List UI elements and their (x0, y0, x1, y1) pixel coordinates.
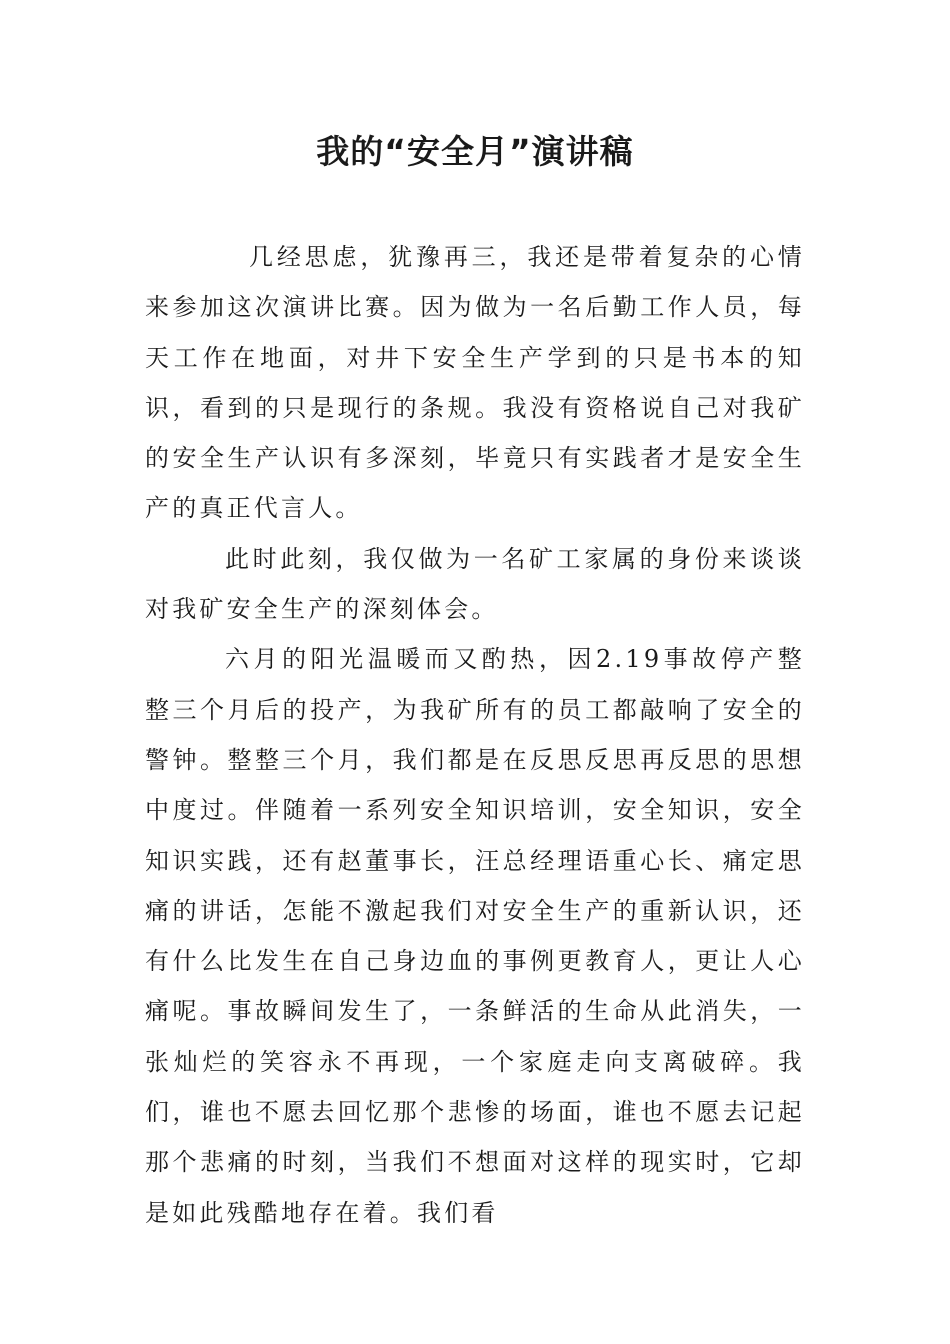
paragraph-1: 几经思虑，犹豫再三，我还是带着复杂的心情来参加这次演讲比赛。因为做为一名后勤工作人员，每天工作在地面，对井下安全生产学到的只是书本的知识，看到的只是现行的条规。我没有资格说自己对我矿的安全生产认识有多深刻，毕竟只有实践者才是安全生产的真正代言人。 (145, 243, 805, 523)
document-body (145, 232, 805, 1238)
paragraph-3: 六月的阳光温暖而又酌热，因2.19事故停产整整三个月后的投产，为我矿所有的员工都敲响了安全的警钟。整整三个月，我们都是在反思反思再反思的思想中度过。伴随着一系列安全知识培训，安全知识，安全知识实践，还有赵董事长，汪总经理语重心长、痛定思痛的讲话，怎能不激起我们对安全生产的重新认识，还有什么比发生在自己身边血的事例更教育人，更让人心痛呢。事故瞬间发生了，一条鲜活的生命从此消失，一张灿烂的笑容永不再现，一个家庭走向支离破碎。我们，谁也不愿去回忆那个悲惨的场面，谁也不愿去记起那个悲痛的时刻，当我们不想面对这样的现实时，它却是如此残酷地存在着。我们看 (145, 645, 805, 1227)
document-title: 我的“安全月”演讲稿 (316, 132, 634, 171)
paragraph-2: 此时此刻，我仅做为一名矿工家属的身份来谈谈对我矿安全生产的深刻体会。 (145, 544, 805, 624)
